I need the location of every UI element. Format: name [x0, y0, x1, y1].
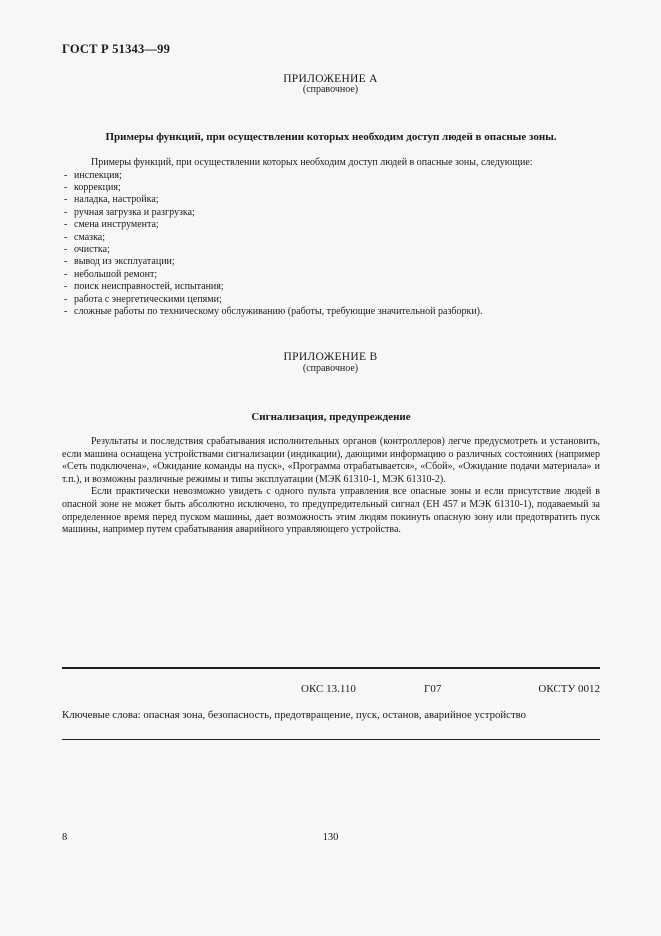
appendix-a-heading: Примеры функций, при осуществлении которых необходим доступ людей в опасные зоны. — [105, 131, 557, 143]
appendix-b-title: ПРИЛОЖЕНИЕ В — [283, 351, 378, 363]
appendix-a-title: ПРИЛОЖЕНИЕ А — [283, 73, 378, 85]
list-item: - смена инструмента; — [62, 219, 600, 231]
list-item: - очистка; — [62, 244, 600, 256]
appendix-a-intro: Примеры функций, при осуществлении которых необходим доступ людей в опасные зоны, следующие: — [91, 157, 533, 168]
oks-code: ОКС 13.110 — [301, 683, 356, 695]
appendix-b-body — [62, 436, 600, 537]
list-item: - смазка; — [62, 232, 600, 244]
bottom-rule — [62, 739, 600, 740]
function-list — [62, 170, 600, 319]
appendix-a-body — [62, 157, 600, 318]
list-item: - коррекция; — [62, 182, 600, 194]
list-item: - поиск неисправностей, испытания; — [62, 281, 600, 293]
page-number-left: 8 — [62, 832, 68, 843]
list-item: - ручная загрузка и разгрузка; — [62, 207, 600, 219]
page-number-center: 130 — [322, 832, 339, 843]
paragraph: Если практически невозможно увидеть с одного пульта управления все опасные зоны и если присутствие людей в опасной зоне не может быть абсолютно исключено, то предупредительный сигнал (ЕН 457 и МЭК 61310-1), подаваемый за определенное время перед пуском машины, дает возможность этим людям покинуть опасную зону или предотвратить пуск машины, например путем срабатывания аварийного управляющего устройства. — [62, 486, 600, 536]
okstu-code: ОКСТУ 0012 — [538, 683, 600, 695]
top-rule — [62, 667, 600, 669]
appendix-b-heading: Сигнализация, предупреждение — [251, 411, 411, 423]
classification-codes — [62, 683, 600, 697]
standard-header: ГОСТ Р 51343—99 — [62, 42, 171, 56]
list-item: - инспекция; — [62, 170, 600, 182]
appendix-b-subtitle: (справочное) — [302, 363, 359, 374]
list-item: - небольшой ремонт; — [62, 269, 600, 281]
list-item: - сложные работы по техническому обслуживанию (работы, требующие значительной разборки). — [62, 306, 600, 318]
list-item: - работа с энергетическими цепями; — [62, 294, 600, 306]
group-code: Г07 — [424, 683, 442, 695]
list-item: - вывод из эксплуатации; — [62, 256, 600, 268]
appendix-a-subtitle: (справочное) — [302, 84, 359, 95]
keywords: Ключевые слова: опасная зона, безопасность, предотвращение, пуск, останов, аварийное устройство — [62, 709, 527, 721]
list-item: - наладка, настройка; — [62, 194, 600, 206]
paragraph: Результаты и последствия срабатывания исполнительных органов (контроллеров) легче предусмотреть и установить, если машина оснащена устройствами сигнализации (индикации), дающими информацию о различных состояниях (например «Сеть подключена», «Ожидание команды на пуск», «Программа отрабатывается», «Сбой», «Ожидание подачи материала» и т.п.), и возможны различные режимы и типы эксплуатации (МЭК 61310-1, МЭК 61310-2). — [62, 436, 600, 485]
